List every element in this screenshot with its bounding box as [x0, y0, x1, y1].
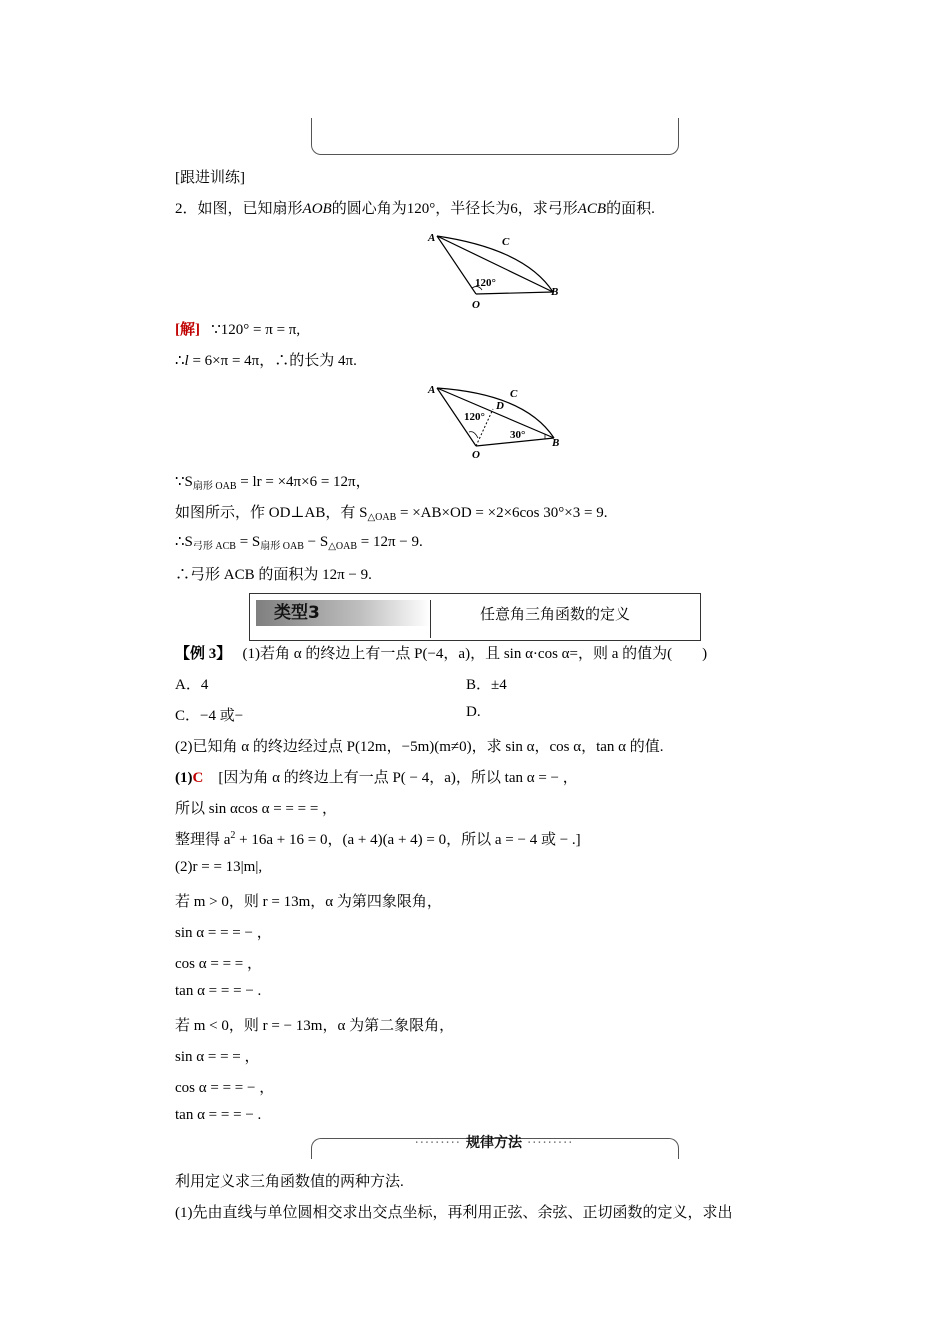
- banner-title: 任意角三角函数的定义: [480, 605, 631, 623]
- answer-line-7: cos α = = = ，: [175, 956, 262, 972]
- example-tag: 【例 3】: [175, 646, 232, 662]
- solution-tag: [解]: [175, 322, 200, 338]
- var-l: l: [184, 353, 189, 369]
- solution-line-6: ∴弓形 ACB 的面积为 12π − 9.: [175, 567, 372, 583]
- label-c-2: C: [510, 388, 518, 400]
- answer-line-4: (2)r = = 13|m|,: [175, 859, 263, 875]
- problem-text-a: 如图，已知扇形: [197, 201, 303, 217]
- answer-line-5: 若 m > 0，则 r = 13m，α 为第四象限角，: [175, 894, 442, 910]
- answer-line-3-part-a: 整理得 a: [175, 832, 231, 848]
- answer-line-8: tan α = = = − .: [175, 983, 262, 999]
- sector-figure-1: [420, 224, 570, 312]
- example-3-question-2: (2)已知角 α 的终边经过点 P(12m，−5m)(m≠0)，求 sin α，cos α，tan α 的值.: [175, 739, 664, 755]
- s3-subscript-1: 弓形 ACB: [192, 541, 236, 552]
- method-heading: ········· 规律方法 ·········: [414, 1135, 574, 1151]
- answer-line-11: cos α = = = − ，: [175, 1080, 275, 1096]
- s2-subscript: △OAB: [367, 512, 397, 523]
- s2-part-a: 如图所示，作 OD⊥AB，有 S: [175, 505, 368, 521]
- s2-part-b: = ×AB×OD = ×2×6cos 30°×3 = 9.: [396, 505, 608, 521]
- answer-prefix: (1): [175, 770, 193, 786]
- label-angle-120-2: 120°: [464, 411, 485, 423]
- answer-line-1-text: [因为角 α 的终边上有一点 P( − 4，a)，所以 tan α = − ，: [203, 770, 578, 786]
- option-c: C．−4 或−: [175, 708, 244, 724]
- summary-box-bottom-border: [311, 118, 679, 155]
- s1-subscript: 扇形 OAB: [192, 481, 237, 492]
- banner-divider: [430, 600, 431, 638]
- problem-2-statement: [175, 197, 655, 218]
- label-a-2: A: [428, 384, 436, 396]
- solution-line-2: [175, 349, 357, 370]
- label-b-2: B: [552, 437, 560, 449]
- section-banner: [249, 593, 701, 641]
- solution-line-1: [175, 318, 300, 339]
- s3-part-c: − S: [303, 534, 329, 550]
- s1-part-b: = lr = ×4π×6 = 12π，: [236, 474, 371, 490]
- solution-line-4: [175, 501, 607, 523]
- answer-line-12: tan α = = = − .: [175, 1107, 262, 1123]
- s3-part-b: = S: [235, 534, 261, 550]
- follow-up-training-heading: [跟进训练]: [175, 170, 245, 186]
- option-d: D.: [466, 704, 481, 720]
- option-b: B．±4: [466, 677, 507, 693]
- solution-line-2-text: = 6×π = 4π，∴的长为 4π.: [188, 353, 357, 369]
- answer-choice: C: [192, 770, 204, 786]
- sector-figure-2: [420, 376, 570, 462]
- solution-line-1-text: ∵120° = π = π,: [211, 322, 301, 338]
- label-a: A: [428, 232, 436, 244]
- problem-var-aob: AOB: [302, 201, 332, 217]
- banner-type-label: 类型3: [274, 603, 320, 623]
- example-3-question-1: [175, 642, 707, 663]
- s3-subscript-3: △OAB: [328, 541, 358, 552]
- s3-subscript-2: 扇形 OAB: [260, 541, 304, 552]
- answer-line-6: sin α = = = − ，: [175, 925, 272, 941]
- label-angle-120: 120°: [475, 277, 496, 289]
- problem-text-b: 的圆心角为120°，半径长为6，求弓形: [331, 201, 578, 217]
- label-d-2: D: [496, 400, 504, 412]
- method-heading-text: 规律方法: [466, 1135, 522, 1151]
- label-o: O: [472, 299, 480, 311]
- answer-line-2: 所以 sin αcos α = = = = ，: [175, 801, 338, 817]
- solution-line-5: [175, 532, 423, 552]
- answer-line-3: [175, 828, 581, 849]
- answer-line-10: sin α = = = ，: [175, 1049, 260, 1065]
- problem-number: 2．: [175, 201, 198, 217]
- answer-line-3-part-b: + 16a + 16 = 0，(a + 4)(a + 4) = 0，所以 a = − 4 或 − .]: [235, 832, 581, 848]
- method-step-1: (1)先由直线与单位圆相交求出交点坐标，再利用正弦、余弦、正切函数的定义，求出: [175, 1205, 733, 1221]
- answer-line-3-superscript: 2: [230, 830, 236, 841]
- s3-part-a: ∴S: [175, 534, 193, 550]
- option-a: A．4: [175, 677, 209, 693]
- label-o-2: O: [472, 449, 480, 461]
- label-angle-30: 30°: [510, 429, 526, 441]
- solution-line-3: [175, 470, 371, 492]
- answer-line-1: [175, 766, 578, 787]
- problem-text-c: 的面积.: [606, 201, 655, 217]
- s3-part-d: = 12π − 9.: [357, 534, 423, 550]
- label-b: B: [551, 286, 559, 298]
- therefore-symbol: ∴: [175, 353, 185, 369]
- label-c: C: [502, 236, 510, 248]
- answer-line-9: 若 m < 0，则 r = − 13m，α 为第二象限角，: [175, 1018, 455, 1034]
- method-intro: 利用定义求三角函数值的两种方法.: [175, 1174, 404, 1190]
- s1-part-a: ∵S: [175, 474, 193, 490]
- problem-var-acb: ACB: [577, 201, 607, 217]
- example-question-1-text: (1)若角 α 的终边上有一点 P(−4，a)，且 sin α·cos α=，则 a 的值为( ): [242, 646, 708, 662]
